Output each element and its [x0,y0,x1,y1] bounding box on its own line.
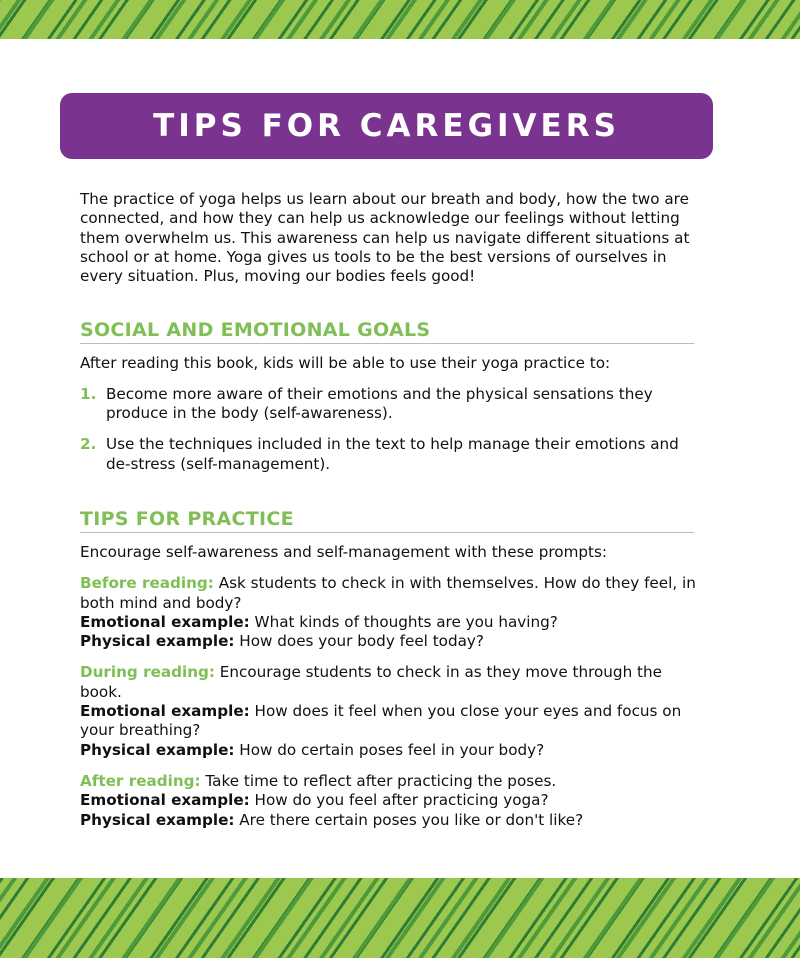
tip-label: Before reading: [80,574,214,593]
practice-lead: Encourage self-awareness and self-management with these prompts: [80,542,607,561]
example-label: Physical example: [80,810,235,829]
top-decorative-stripes [0,0,800,39]
list-number: 2. [80,435,97,454]
before-reading-block [80,574,700,651]
goals-list [80,385,700,474]
tip-text: Ask students to check in with themselves. How do they feel, in both mind and body? [80,574,696,612]
example-label: Physical example: [80,632,235,651]
emotional-example [80,613,700,632]
list-item [80,435,700,474]
practice-heading: TIPS FOR PRACTICE [80,508,694,533]
list-item [80,385,700,424]
example-label: Emotional example: [80,791,250,810]
tip-text: Take time to reflect after practicing the poses. [200,771,557,790]
title-banner [60,93,713,159]
example-label: Emotional example: [80,612,250,631]
goals-heading: SOCIAL AND EMOTIONAL GOALS [80,319,694,344]
list-number: 1. [80,384,97,403]
example-text: What kinds of thoughts are you having? [249,612,558,631]
example-text: How does it feel when you close your eyes and focus on your breathing? [80,702,682,740]
bottom-decorative-stripes [0,878,800,958]
example-text: How do certain poses feel in your body? [234,740,545,759]
intro-paragraph: The practice of yoga helps us learn about our breath and body, how the two are connected, and how they can help us acknowledge our feelings without letting them overwhelm us. This awareness can help us navigate different situations at school or at home. Yoga gives us tools to be the best versions of ourselves in every situation. Plus, moving our bodies feels good! [80,190,690,286]
emotional-example [80,791,700,810]
physical-example [80,811,700,830]
tip-label: During reading: [80,663,215,682]
tip-line [80,663,700,702]
tip-label: After reading: [80,771,201,790]
list-text: Become more aware of their emotions and the physical sensations they produce in the body (self-awareness). [106,384,653,423]
example-text: Are there certain poses you like or don't like? [234,810,584,829]
tip-line [80,772,700,791]
tip-line [80,574,700,613]
during-reading-block [80,663,700,759]
physical-example [80,741,700,760]
example-label: Physical example: [80,740,235,759]
list-text: Use the techniques included in the text to help manage their emotions and de-stress (self-management). [106,435,679,473]
tip-text: Encourage students to check in as they move through the book. [80,663,662,701]
goals-lead: After reading this book, kids will be able to use their yoga practice to: [80,354,611,373]
physical-example [80,632,700,651]
example-label: Emotional example: [80,702,250,721]
example-text: How do you feel after practicing yoga? [249,791,549,810]
after-reading-block [80,772,700,830]
emotional-example [80,702,700,741]
example-text: How does your body feel today? [234,632,484,651]
main-content [80,190,700,830]
page-title: TIPS FOR CAREGIVERS [153,108,620,144]
